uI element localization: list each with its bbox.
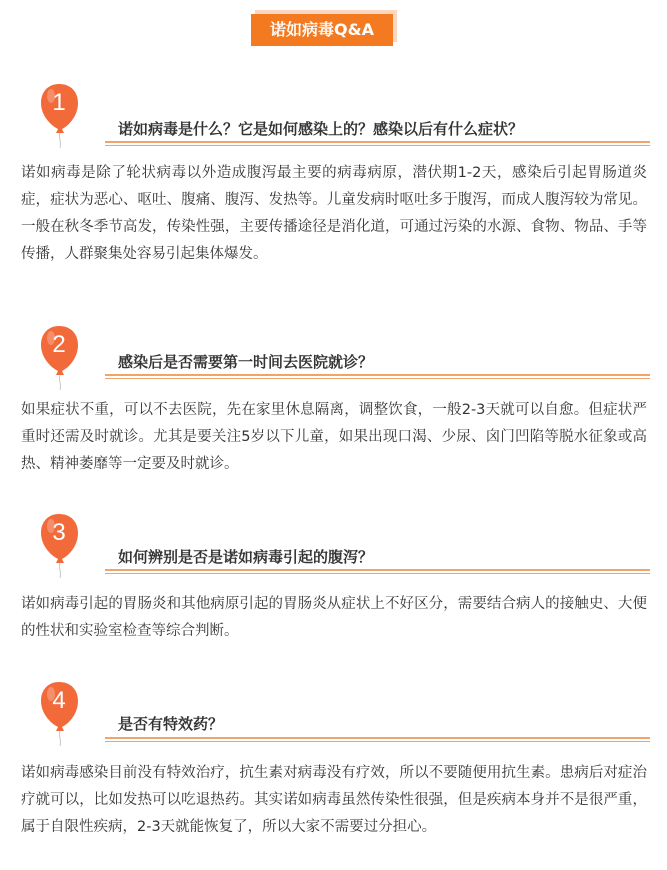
question-underline bbox=[105, 737, 650, 739]
answer-text: 诺如病毒感染目前没有特效治疗，抗生素对病毒没有疗效，所以不要随便用抗生素。患病后对症治疗就可以，比如发热可以吃退热药。其实诺如病毒虽然传染性很强，但是疾病本身并不是很严重，属于自限性疾病，2-3天就能恢复了，所以大家不需要过分担心。 bbox=[21, 765, 647, 835]
balloon-icon bbox=[40, 324, 82, 392]
answer-text: 如果症状不重，可以不去医院，先在家里休息隔离，调整饮食，一般2-3天就可以自愈。但症状严重时还需及时就诊。尤其是要关注5岁以下儿童，如果出现口渴、少尿、囟门凹陷等脱水征象或高热、精神萎靡等一定要及时就诊。 bbox=[21, 402, 647, 472]
balloon-icon bbox=[40, 680, 82, 748]
answer-text: 诺如病毒是除了轮状病毒以外造成腹泻最主要的病毒病原，潜伏期1-2天，感染后引起胃肠道炎症，症状为恶心、呕吐、腹痛、腹泻、发热等。儿童发病时呕吐多于腹泻，而成人腹泻较为常见。一般在秋冬季节高发，传染性强，主要传播途径是消化道，可通过污染的水源、食物、物品、手等传播，人群聚集处容易引起集体爆发。 bbox=[21, 165, 647, 262]
balloon-icon bbox=[40, 512, 82, 580]
question-underline-thin bbox=[105, 573, 650, 574]
question-underline bbox=[105, 141, 650, 143]
section-number: 2 bbox=[52, 331, 66, 358]
section-number: 4 bbox=[52, 687, 66, 714]
question-underline bbox=[105, 569, 650, 571]
question-text: 诺如病毒是什么？它是如何感染上的？感染以后有什么症状？ bbox=[118, 120, 524, 138]
question-text: 如何辨别是否是诺如病毒引起的腹泻？ bbox=[118, 548, 374, 566]
page-title-banner bbox=[251, 14, 393, 46]
answer-text: 诺如病毒引起的胃肠炎和其他病原引起的胃肠炎从症状上不好区分，需要结合病人的接触史、大便的性状和实验室检查等综合判断。 bbox=[21, 596, 647, 639]
question-underline-thin bbox=[105, 145, 650, 146]
balloon-icon bbox=[40, 82, 82, 150]
qa-section-1 bbox=[0, 82, 667, 292]
question-underline-thin bbox=[105, 378, 650, 379]
question-text: 感染后是否需要第一时间去医院就诊？ bbox=[118, 353, 374, 371]
qa-section-3 bbox=[0, 512, 667, 652]
question-underline bbox=[105, 374, 650, 376]
question-text: 是否有特效药？ bbox=[118, 715, 224, 733]
section-number: 3 bbox=[52, 519, 66, 546]
qa-section-2 bbox=[0, 324, 667, 484]
qa-section-4 bbox=[0, 680, 667, 870]
page-title: 诺如病毒Q&A bbox=[251, 14, 393, 46]
section-number: 1 bbox=[52, 89, 66, 116]
question-underline-thin bbox=[105, 741, 650, 742]
